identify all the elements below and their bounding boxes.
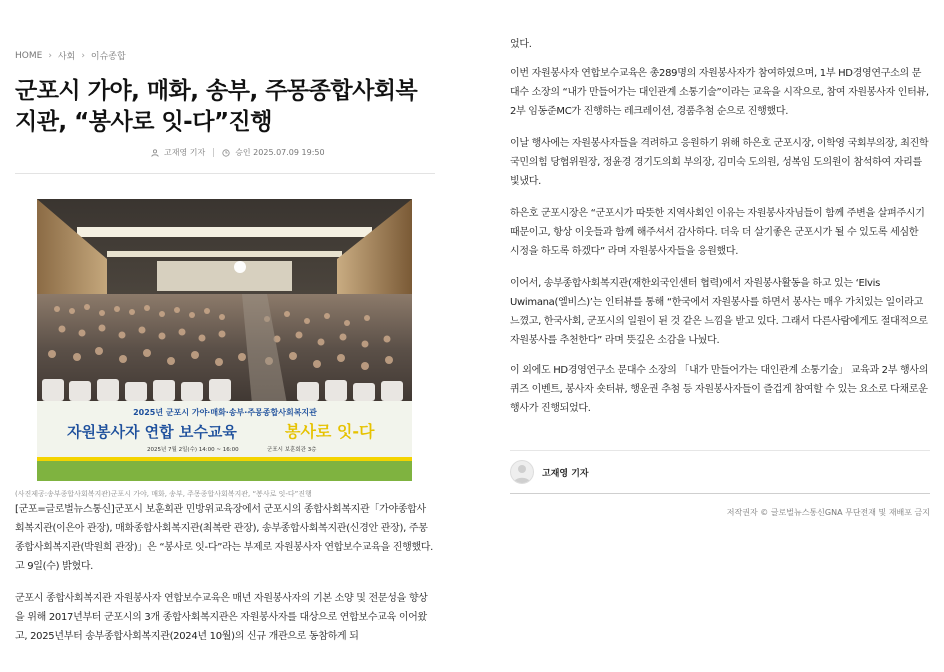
person-icon (151, 149, 159, 157)
article-published-date: 승인 2025.07.09 19:50 (235, 148, 325, 157)
banner-highlight-text: 봉사로 잇-다 (285, 422, 375, 441)
article-paragraph: 이날 행사에는 자원봉사자들을 격려하고 응원하기 위해 하은호 군포시장, 이학영 국회부의장, 최진학 국민의힘 당협위원장, 정윤경 경기도의회 부의장, 김미숙 도의원, 성복임 도의원이 참석하여 자리를 빛냈다. (510, 138, 929, 187)
article-paragraph: 이번 자원봉사자 연합보수교육은 총289명의 자원봉사자가 참여하였으며, 1부 HD경영연구소의 문대수 소장의 “내가 만들어가는 대인관계 소통기술”이라는 교육을 시작으로, 참여 자원봉사자 인터뷰, 2부 임동준MC가 진행하는 레크레이션, 경품추첨 순으로 진행했다. (510, 68, 929, 117)
breadcrumb-separator-icon: › (81, 50, 85, 61)
banner-top-text: 2025년 군포시 가야·매화·송부·주몽종합사회복지관 (133, 408, 317, 417)
author-name[interactable]: 고재영 기자 (542, 468, 589, 479)
article-author[interactable]: 고재영 기자 (164, 148, 206, 157)
article-paragraph: 었다. (510, 39, 532, 50)
article-paragraph: 이 외에도 HD경영연구소 문대수 소장의 「내가 만들어가는 대인관계 소통기술」 교육과 2부 행사의 퀴즈 이벤트, 봉사자 숏터뷰, 행운권 추첨 등 자원봉사자들이 즐겁게 참여할 수 있는 요소로 다채로운 행사가 진행되었다. (510, 365, 929, 414)
avatar-placeholder-icon (510, 460, 534, 484)
copyright-notice: 저작권자 © 글로벌뉴스통신GNA 무단전재 및 재배포 금지 (726, 508, 930, 517)
article-meta (151, 147, 325, 158)
banner-date-text: 2025년 7월 2일(수) 14:00 ~ 16:00 (147, 447, 239, 453)
author-box[interactable] (510, 460, 589, 484)
breadcrumb (15, 49, 126, 62)
photo-caption: (사진제공:송부종합사회복지관)군포시 가야, 매화, 송부, 주몽종합사회복지관, “봉사로 잇-다”진행 (15, 490, 312, 498)
article-title: 군포시 가야, 매화, 송부, 주몽종합사회복지관, “봉사로 잇-다”진행 (15, 78, 418, 135)
article-paragraph: 이어서, 송부종합사회복지관(재한외국인센터 협력)에서 자원봉사활동을 하고 있는 ‘Elvis Uwimana(엘비스)’는 인터뷰를 통해 “한국에서 자원봉사를 하면서 봉사는 매우 가치있는 일이라고 느꼈고, 한국사회, 군포시의 일원이 된 것 같은 느낌을 받고 있다. 그래서 다른사람에게도 절대적으로 자원봉사를 추천한다” 라며 뜻깊은 소감을 나눴다. (510, 278, 928, 346)
clock-icon (222, 149, 230, 157)
title-divider (15, 173, 435, 174)
copyright-divider (510, 493, 930, 494)
article-paragraph: 군포시 종합사회복지관 자원봉사자 연합보수교육은 매년 자원봉사자의 기본 소양 및 전문성을 향상을 위해 2017년부터 군포시의 3개 종합사회복지관은 자원봉사자를 대상으로 연합보수교육 이어왔고, 2025년부터 송부종합사회복지관(2024년 10월)의 신규 개관으로 동참하게 되 (15, 593, 428, 642)
author-box-divider (510, 450, 930, 451)
breadcrumb-home[interactable]: HOME (15, 50, 43, 61)
article-paragraph: 하은호 군포시장은 “군포시가 따뜻한 지역사회인 이유는 자원봉사자님들이 함께 주변을 살펴주시기 때문이고, 항상 이웃들과 함께 해주셔서 감사하다. 더욱 더 살기좋은 군포시가 될 수 있도록 세심한 시정을 하도록 하겠다” 라며 자원봉사자들을 응원했다. (510, 208, 925, 257)
breadcrumb-section[interactable]: 사회 (57, 52, 76, 62)
breadcrumb-current[interactable]: 이슈종합 (90, 52, 126, 62)
article-photo[interactable] (37, 199, 412, 481)
meta-divider (213, 148, 214, 157)
banner-main-text: 자원봉사자 연합 보수교육 (67, 423, 237, 441)
event-photo-illustration (37, 199, 412, 481)
breadcrumb-separator-icon: › (48, 50, 52, 61)
article-paragraph: [군포=글로벌뉴스통신]군포시 보훈회관 민방위교육장에서 군포시의 종합사회복지관「가야종합사회복지관(이은아 관장), 매화종합사회복지관(최복란 관장), 송부종합사회복지관(신경안 관장), 주몽종합사회복지관(박원희 관장)」은 “봉사로 잇-다”라는 부제로 자원봉사자 연합보수교육을 진행했다. 고 9일(수) 밝혔다. (15, 504, 434, 572)
banner-place-text: 군포시 보훈회관 3층 (267, 447, 317, 453)
